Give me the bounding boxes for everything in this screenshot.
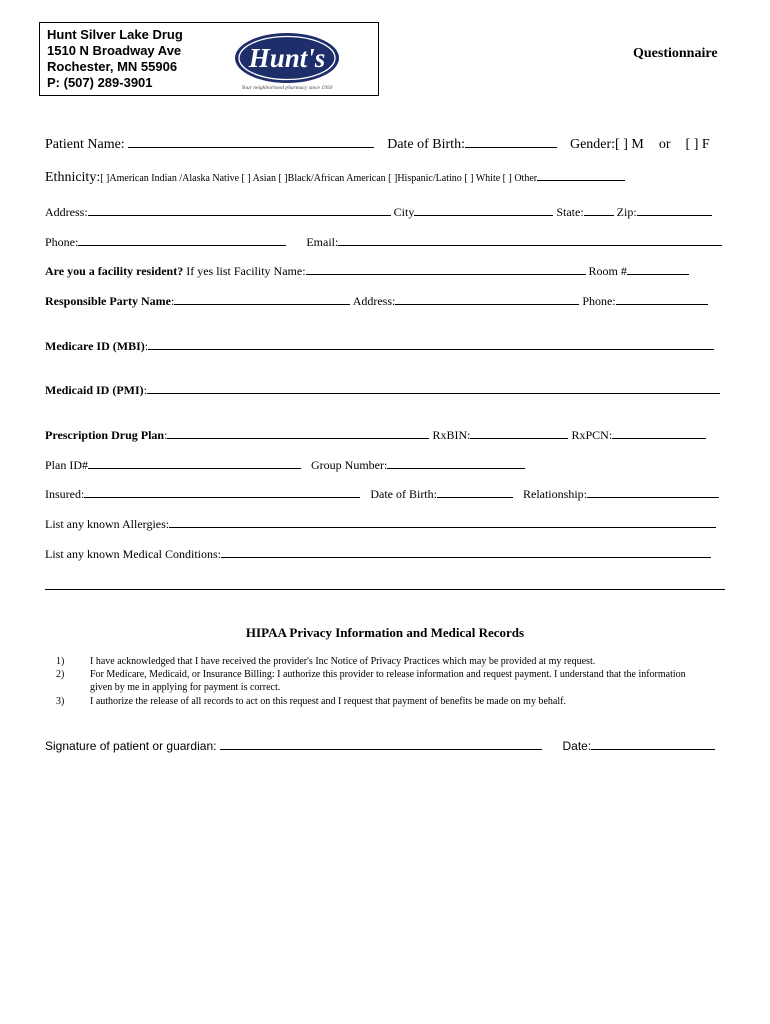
responsible-row [45,292,708,309]
allergies-label: List any known Allergies: [45,517,170,531]
room-field[interactable] [627,262,689,275]
city-label: City [393,205,415,219]
store-phone: P: (507) 289-3901 [47,75,153,90]
state-label: State: [556,205,584,219]
medicare-label: Medicare ID (MBI) [45,339,145,353]
section-divider [45,589,725,590]
medicare-row [45,337,714,354]
plan-id-label: Plan ID# [45,458,88,472]
email-label: Email: [306,235,339,249]
medicare-field[interactable] [148,337,714,350]
ethnicity-label: Ethnicity: [45,170,101,185]
hipaa-item-number: 2) [56,669,65,680]
patient-row [45,133,710,154]
responsible-phone-label: Phone: [582,294,616,308]
conditions-row [45,545,711,562]
hunts-logo [232,30,342,92]
responsible-name-field[interactable] [174,292,350,305]
hipaa-item-text: I authorize the release of all records to act on this request and I request that payment of benefits be made on my behalf. [90,696,566,707]
responsible-colon: : [171,294,175,308]
phone-label: Phone: [45,235,79,249]
responsible-label: Responsible Party Name [45,294,171,308]
rxpcn-field[interactable] [612,426,706,439]
insured-field[interactable] [84,485,360,498]
signature-date-label: Date: [562,739,592,753]
room-label: Room # [588,264,627,278]
rxbin-field[interactable] [470,426,568,439]
signature-field[interactable] [220,737,542,750]
store-name: Hunt Silver Lake Drug [47,27,183,42]
address-row [45,203,712,220]
hipaa-item [56,655,710,668]
hipaa-item-number: 3) [56,696,65,707]
drug-plan-colon: : [164,428,168,442]
relationship-field[interactable] [587,485,719,498]
allergies-row [45,515,716,532]
ethnicity-other-field[interactable] [537,169,625,181]
email-field[interactable] [338,233,722,246]
hipaa-item-text: For Medicare, Medicaid, or Insurance Billing: I authorize this provider to release information and request payment. I understand that the information given by me in applying for payment is correct. [90,669,686,693]
contact-row [45,233,722,250]
hipaa-title: HIPAA Privacy Information and Medical Records [245,625,525,640]
store-city: Rochester, MN 55906 [47,59,178,74]
zip-label: Zip: [616,205,637,219]
zip-field[interactable] [637,203,712,216]
hipaa-item [56,668,710,694]
form-title: Questionnaire [633,46,718,61]
responsible-phone-field[interactable] [616,292,708,305]
hipaa-item-number: 1) [56,656,65,667]
logo-text: Hunt's [248,43,326,73]
gender-female-checkbox[interactable]: ] F [693,137,710,152]
address-label: Address: [45,205,88,219]
rxbin-label: RxBIN: [432,428,471,442]
responsible-address-label: Address: [352,294,396,308]
facility-row [45,262,689,279]
group-field[interactable] [387,456,525,469]
drug-plan-label: Prescription Drug Plan [45,428,165,442]
facility-question: Are you a facility resident? [45,264,184,278]
address-field[interactable] [88,203,391,216]
state-field[interactable] [584,203,614,216]
signature-date-field[interactable] [591,737,715,750]
logo-tagline: Your neighborhood pharmacy since 1950 [241,85,333,91]
ethnicity-row [45,169,625,186]
hipaa-item [56,695,710,708]
medicare-colon: : [144,339,149,353]
responsible-address-field[interactable] [395,292,579,305]
gender-male-checkbox[interactable]: ] M [623,137,644,152]
dob-label: Date of Birth: [387,137,465,152]
drug-plan-field[interactable] [167,426,429,439]
group-label: Group Number: [311,458,388,472]
store-address: 1510 N Broadway Ave [47,43,182,58]
allergies-field[interactable] [169,515,716,528]
facility-name-field[interactable] [306,262,586,275]
drug-plan-row [45,426,706,443]
insured-row [45,485,719,502]
conditions-label: List any known Medical Conditions: [45,547,221,561]
city-field[interactable] [414,203,553,216]
patient-name-label: Patient Name: [45,137,125,152]
dob-field[interactable] [465,133,557,148]
phone-field[interactable] [78,233,286,246]
medicaid-row [45,381,720,398]
hipaa-item-text: I have acknowledged that I have received the provider's Inc Notice of Privacy Practices which may be provided at my request. [90,656,596,667]
facility-prompt: If yes list Facility Name: [186,264,306,278]
gender-label: Gender:[ [569,137,620,152]
insured-label: Insured: [45,487,85,501]
ethnicity-options[interactable]: [ ]American Indian /Alaska Native [ ] Asian [ ]Black/African American [ ]Hispanic/Latino [ ] White [ ] Other [100,173,538,184]
rxpcn-label: RxPCN: [571,428,613,442]
medicaid-field[interactable] [147,381,720,394]
conditions-field[interactable] [221,545,711,558]
gender-female-open: [ [685,137,691,152]
store-info [47,27,183,91]
signature-label: Signature of patient or guardian: [45,739,217,753]
plan-id-field[interactable] [88,456,301,469]
insured-dob-field[interactable] [437,485,513,498]
insured-dob-label: Date of Birth: [370,487,437,501]
plan-row [45,456,525,473]
relationship-label: Relationship: [522,487,587,501]
signature-row [45,737,715,753]
medicaid-colon: : [143,383,147,397]
medicaid-label: Medicaid ID (PMI) [45,383,144,397]
patient-name-field[interactable] [128,133,374,148]
gender-or: or [658,137,671,152]
